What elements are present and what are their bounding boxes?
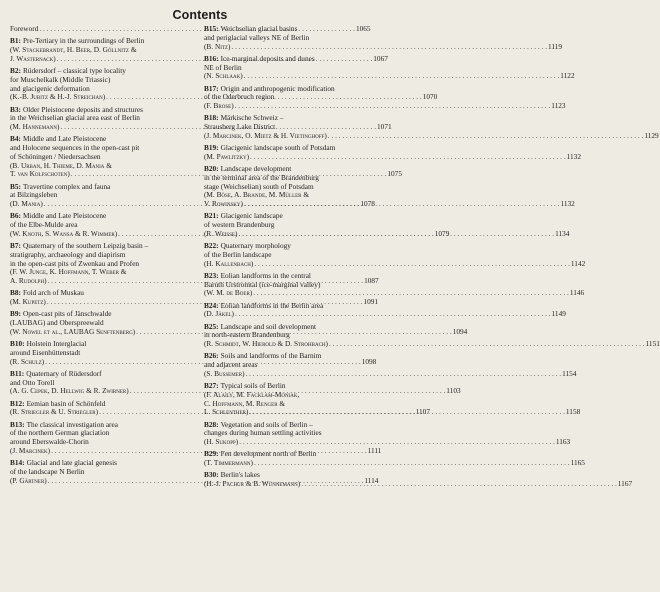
- toc-leader-line: [204, 151, 581, 162]
- toc-leader-line: [204, 199, 575, 209]
- toc-code: B11:: [10, 368, 25, 378]
- toc-foreword-label: Foreword: [10, 24, 39, 33]
- toc-title-text: for Muschelkalk (Middle Triassic): [10, 74, 111, 84]
- toc-code: B30:: [204, 470, 219, 480]
- toc-page-number: 1129: [644, 130, 659, 140]
- toc-title-text: Berlin's lakes: [220, 470, 260, 480]
- toc-page-number: 1091: [363, 297, 379, 306]
- toc-leader-line: [204, 71, 575, 81]
- toc-code: B1:: [10, 36, 21, 46]
- toc-authors: (D. Mania): [10, 199, 43, 208]
- toc-title-text: changes during human settling activities: [204, 428, 322, 438]
- dot-leader: [253, 289, 569, 298]
- toc-authors: (T. Timmermann): [204, 458, 253, 467]
- toc-authors: (S. Bussemer): [204, 368, 245, 378]
- toc-title-text: Typical soils of Berlin: [220, 381, 286, 390]
- toc-authors: (J. Marcinek): [10, 445, 51, 455]
- toc-page-number: 1070: [422, 92, 438, 102]
- toc-code: B10:: [10, 339, 25, 348]
- toc-entry[interactable]: [204, 449, 585, 468]
- toc-title-text: in the open-cast pits of Zwenkau and Profen: [10, 258, 140, 268]
- toc-page-number: 1158: [565, 407, 581, 417]
- toc-page-number: 1149: [551, 309, 566, 319]
- toc-authors: L. Schlenther): [204, 407, 249, 417]
- toc-authors: (B. Nitz): [204, 41, 231, 51]
- toc-title-text: around Eberswalde-Chorin: [10, 437, 89, 446]
- toc-title-text: Middle and Late Pleistocene: [22, 134, 107, 144]
- toc-title-text: Ice-marginal deposits and dunes: [220, 53, 315, 63]
- toc-authors: (F. Brose): [204, 101, 234, 110]
- toc-title-text: Strausberg Lake District: [204, 122, 276, 131]
- toc-authors: (M. Hannemann): [10, 122, 60, 131]
- toc-authors-line: C. Hoffmann, M. Renger &: [204, 398, 286, 408]
- toc-code: B4:: [10, 134, 21, 144]
- toc-entry[interactable]: [204, 24, 563, 51]
- toc-title-text: in north-eastern Brandenburg: [204, 330, 290, 340]
- toc-title-text: in the terminal area of the Brandenburg: [204, 172, 319, 182]
- toc-code: B29:: [204, 449, 219, 459]
- toc-code: B18:: [204, 113, 219, 123]
- toc-code: B6:: [10, 211, 21, 221]
- toc-title-text: Fen development north of Berlin: [220, 449, 317, 459]
- toc-code: B19:: [204, 143, 219, 152]
- toc-page-number: 1146: [569, 288, 585, 298]
- toc-authors: (A. G. Cepek, D. Hellwig & R. Zwirner): [10, 386, 129, 396]
- toc-entry[interactable]: [204, 113, 659, 140]
- toc-leader-line: [204, 437, 571, 447]
- toc-title-text: Glacigenic landscape: [220, 211, 283, 221]
- toc-page-number: 1078: [360, 199, 375, 208]
- toc-title-text: Open-cast pits of Jänschwalde: [22, 309, 112, 319]
- dot-leader: [301, 480, 617, 489]
- toc-authors: (P. Gärtner): [10, 475, 47, 485]
- toc-title-text: Landscape development: [220, 164, 292, 173]
- toc-leader-line: [204, 288, 585, 298]
- toc-title-text: Glacigenic landscape south of Potsdam: [220, 143, 336, 152]
- toc-authors: (M. Pawlitzky): [204, 151, 250, 161]
- toc-title-text: and adjacent areas: [204, 360, 258, 369]
- toc-title-text: Quaternary of Rüdersdorf: [26, 368, 102, 378]
- toc-code: B8:: [10, 288, 21, 298]
- toc-page-number: 1154: [562, 368, 577, 378]
- toc-code: B14:: [10, 458, 25, 467]
- toc-page-number: 1079: [434, 228, 450, 238]
- toc-title-text: and Holocene sequences in the open-cast pit: [10, 143, 140, 152]
- toc-title-text: of Schöningen / Niedersachsen: [10, 151, 101, 161]
- toc-entry[interactable]: [204, 419, 571, 447]
- dot-leader: [249, 408, 565, 417]
- toc-code: B17:: [204, 83, 219, 93]
- toc-page-number: 1119: [548, 41, 563, 51]
- toc-code: B16:: [204, 53, 219, 63]
- toc-title-text: Quaternary morphology: [220, 241, 291, 250]
- toc-title-text: Older Pleistocene deposits and structures: [22, 104, 143, 114]
- toc-code: B21:: [204, 211, 219, 221]
- toc-authors: (R. Schmidt, W. Hierold & D. Strohbach): [204, 339, 328, 348]
- toc-page-number: 1087: [364, 276, 379, 285]
- toc-authors: (W. M. de Boer): [204, 288, 253, 298]
- toc-page-number: 1107: [415, 407, 430, 417]
- toc-title-text: Origin and anthropogenic modification: [220, 83, 335, 93]
- toc-title-text: at Bilzingsleben: [10, 190, 58, 200]
- toc-entry[interactable]: [204, 270, 585, 298]
- toc-page-number: 1103: [446, 386, 461, 396]
- toc-page-number: 1163: [555, 437, 571, 446]
- toc-title-text: Holstein Interglacial: [26, 339, 87, 348]
- toc-authors: (N. Schlaak): [204, 71, 243, 81]
- toc-entry[interactable]: [204, 470, 633, 489]
- toc-title-text: Middle and Late Pleistocene: [22, 211, 107, 221]
- toc-authors: (D. Jäkel): [204, 309, 234, 319]
- toc-authors-line: (M. Böse, A. Brande, M. Müller &: [204, 190, 310, 200]
- toc-title-text: Rüdersdorf – classical type locality: [22, 66, 126, 75]
- toc-title-text: NE of Berlin: [204, 62, 242, 72]
- toc-leader-line: [204, 458, 585, 468]
- toc-authors: (R. Weisse): [204, 228, 238, 238]
- toc-authors: (H. Sukopp): [204, 437, 239, 446]
- toc-title-text: of the landscape N Berlin: [10, 466, 85, 476]
- toc-authors: (K.-B. Jubitz & H.-J. Streichan): [10, 92, 106, 102]
- toc-title-text: of the Berlin landscape: [204, 249, 272, 259]
- toc-page-number: 1075: [387, 169, 402, 179]
- toc-leader-line: [204, 339, 660, 349]
- toc-leader-line: [204, 41, 563, 52]
- toc-code: B25:: [204, 321, 219, 331]
- toc-page-number: 1142: [570, 258, 586, 268]
- toc-authors-line: (W. Stackebrandt, H. Beer, D. Göllnitz &: [10, 45, 137, 54]
- toc-title-text: Weichselian glacial basins: [220, 24, 298, 33]
- dot-leader: [238, 230, 554, 239]
- dot-leader: [231, 43, 547, 52]
- toc-title-text: Landscape and soil development: [220, 321, 317, 331]
- toc-title-text: stratigraphy, archaeology and diapirism: [10, 249, 126, 259]
- dot-leader: [244, 200, 560, 209]
- toc-code: B28:: [204, 419, 219, 429]
- toc-title-text: of the Elbe-Mulde area: [10, 220, 78, 229]
- dot-leader: [328, 132, 644, 141]
- toc-authors: A. Rudolph): [10, 276, 47, 285]
- toc-entry[interactable]: [204, 143, 581, 162]
- toc-code: B23:: [204, 270, 219, 280]
- toc-title-text: Eemian basin of Schönfeld: [26, 398, 106, 408]
- toc-title-text: and glacigenic deformation: [10, 83, 90, 93]
- toc-authors-line: (F. Alaily, M. Facklam-Moniak,: [204, 389, 300, 399]
- toc-page-number: 1167: [617, 479, 633, 488]
- toc-authors: (W. Knoth, S. Wansa & R. Wimmer): [10, 228, 118, 238]
- dot-leader: [254, 260, 570, 269]
- dot-leader: [244, 72, 560, 81]
- toc-title-text: and periglacial valleys NE of Berlin: [204, 32, 310, 42]
- toc-entry[interactable]: [204, 241, 586, 268]
- toc-page-number: 1098: [361, 356, 377, 366]
- toc-code: B12:: [10, 398, 25, 408]
- contents-columns: [10, 24, 660, 492]
- toc-authors-line: (F. W. Junge, K. Hoffmann, T. Weber &: [10, 267, 127, 277]
- toc-code: B22:: [204, 241, 219, 250]
- toc-leader-line: [204, 479, 633, 489]
- toc-page-number: 1094: [452, 326, 468, 336]
- toc-code: B26:: [204, 351, 219, 361]
- toc-page-number: 1114: [364, 475, 379, 485]
- dot-leader: [254, 459, 570, 468]
- toc-code: B5:: [10, 181, 21, 191]
- toc-title-text: in the Weichselian glacial area east of Berlin: [10, 113, 140, 123]
- toc-code: B24:: [204, 300, 219, 310]
- toc-title-text: and Otto Torell: [10, 377, 55, 387]
- toc-code: B13:: [10, 419, 25, 429]
- toc-title-text: Baruth Urstromtal (ice-marginal valley): [204, 279, 321, 289]
- dot-leader: [235, 310, 551, 319]
- toc-page-number: 1071: [377, 122, 392, 131]
- toc-page-number: 1132: [560, 199, 575, 208]
- toc-authors: (W. Nowel et al., LAUBAG Senftenberg): [10, 326, 136, 336]
- toc-code: B7:: [10, 241, 21, 250]
- toc-leader-line: [204, 101, 566, 111]
- toc-title-text: Märkische Schweiz –: [220, 113, 284, 123]
- toc-page-number: 1165: [570, 458, 585, 467]
- toc-title-text: Fold arch of Muskau: [22, 288, 84, 298]
- toc-title-text: (LAUBAG) and Oberspreewald: [10, 318, 104, 327]
- toc-code: B9:: [10, 309, 21, 319]
- toc-authors: J. Wasternack): [10, 53, 56, 63]
- toc-page-number: 1151: [645, 339, 660, 348]
- toc-authors: (H.-J. Pachur & B. Wünnemann): [204, 479, 301, 488]
- toc-title-text: of the northern German glaciation: [10, 428, 110, 438]
- toc-code: B15:: [204, 24, 219, 33]
- toc-leader-line: [204, 258, 586, 269]
- toc-leader-line: [204, 309, 566, 319]
- toc-authors: (R. Striegler & U. Striegler): [10, 407, 99, 417]
- toc-page-number: 1067: [373, 53, 388, 63]
- toc-title-text: Travertine complex and fauna: [22, 181, 111, 191]
- page-title: Contents: [172, 8, 228, 22]
- toc-authors: (H. Kallenbach): [204, 258, 254, 268]
- toc-title-text: Vegetation and soils of Berlin –: [220, 419, 313, 429]
- toc-authors: V. Rowinsky): [204, 199, 243, 208]
- toc-code: B27:: [204, 381, 219, 390]
- dot-leader: [239, 438, 555, 447]
- toc-title-text: stage (Weichselian) south of Potsdam: [204, 181, 314, 191]
- toc-authors: (R. Schulz): [10, 356, 45, 366]
- toc-title-text: Eolian landforms in the Berlin area: [220, 300, 324, 310]
- toc-code: B20:: [204, 164, 219, 173]
- toc-authors: (M. Kupetz): [10, 297, 46, 306]
- dot-leader: [235, 102, 551, 111]
- toc-page-number: 1123: [551, 101, 566, 110]
- dot-leader: [250, 153, 566, 162]
- toc-page-number: 1065: [355, 24, 371, 33]
- toc-page-number: 1122: [560, 71, 575, 81]
- toc-title-text: Pre-Tertiary in the surroundings of Berlin: [22, 36, 145, 46]
- toc-title-text: The classical investigation area: [26, 419, 118, 429]
- toc-code: B3:: [10, 104, 21, 114]
- toc-page-number: 1132: [566, 151, 581, 161]
- toc-authors-line: (B. Urban, H. Thieme, D. Mania &: [10, 160, 112, 170]
- toc-title-text: around Eisenhüttenstadt: [10, 347, 81, 357]
- dot-leader: [246, 370, 562, 379]
- toc-title-text: Quaternary of the southern Leipzig basin –: [22, 241, 149, 250]
- toc-title-text: of the Oderbruch region: [204, 92, 275, 102]
- toc-leader-line: [204, 368, 577, 379]
- toc-title-text: of western Brandenburg: [204, 220, 275, 229]
- toc-title-text: Soils and landforms of the Barnim: [220, 351, 322, 361]
- toc-code: B2:: [10, 66, 21, 75]
- toc-page-number: 1134: [555, 228, 570, 238]
- toc-entry[interactable]: [204, 53, 575, 81]
- toc-leader-line: [204, 130, 659, 141]
- toc-title-text: Glacial and late glacial genesis: [26, 458, 117, 467]
- toc-authors: T. van Kolfschoten): [10, 169, 70, 179]
- toc-authors: (J. Marcinek, O. Mietz & H. Vietinghoff): [204, 130, 327, 140]
- dot-leader: [329, 340, 645, 349]
- toc-entry[interactable]: [204, 351, 577, 378]
- toc-title-text: Eolian landforms in the central: [220, 270, 311, 280]
- toc-page-number: 1111: [367, 445, 382, 455]
